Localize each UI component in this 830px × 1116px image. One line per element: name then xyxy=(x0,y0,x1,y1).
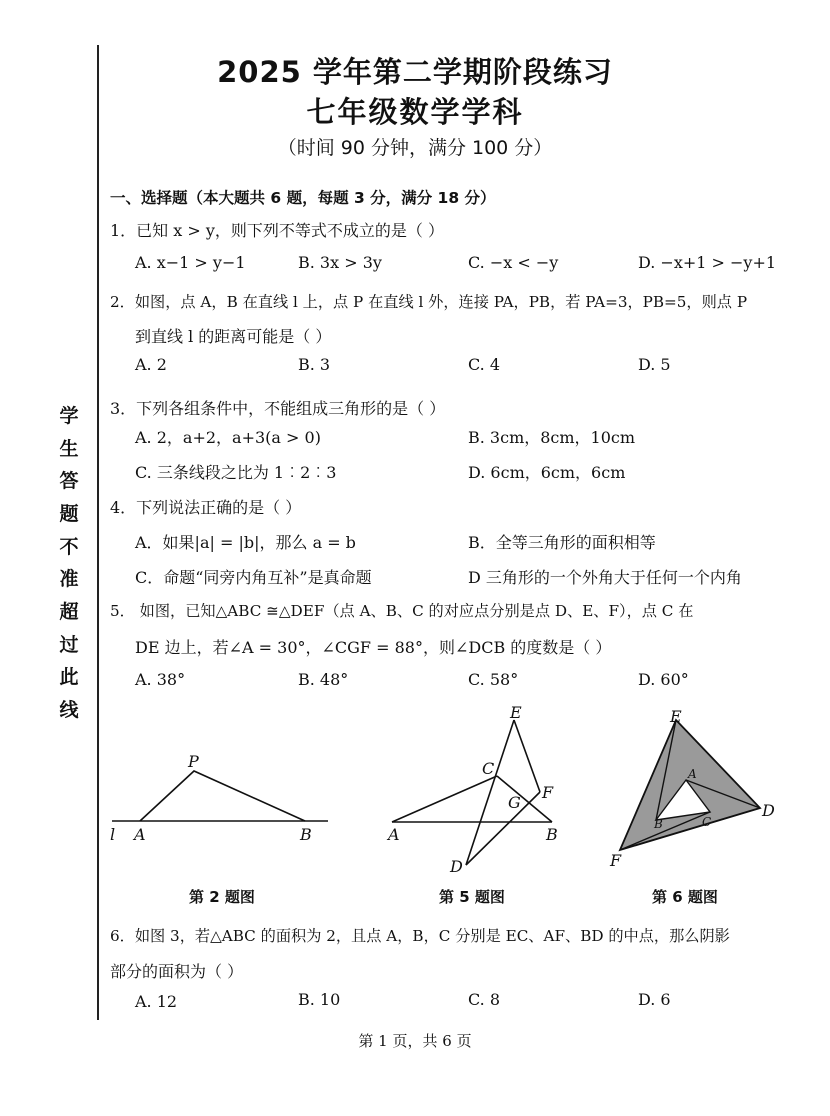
question-2-option-b[interactable]: B. 3 xyxy=(298,355,331,374)
label-b: B xyxy=(654,817,663,831)
binding-margin-line xyxy=(97,45,99,1020)
question-6-stem: 6．如图 3，若△ABC 的面积为 2，且点 A，B，C 分别是 EC、AF、BD 的中点，那么阴影 xyxy=(110,927,730,945)
question-5-option-d[interactable]: D. 60° xyxy=(638,670,689,689)
section-heading: 一、选择题（本大题共 6 题，每题 3 分，满分 18 分） xyxy=(110,189,496,207)
label-d: D xyxy=(450,857,463,876)
figure-5-caption: 第 5 题图 xyxy=(439,888,505,906)
question-5-option-b[interactable]: B. 48° xyxy=(298,670,349,689)
question-5-stem: 5． 如图，已知△ABC ≅△DEF（点 A、B、C 的对应点分别是点 D、E、F），点 C 在 xyxy=(110,602,694,620)
figure-5 xyxy=(380,700,570,880)
label-a: A xyxy=(688,767,697,781)
segment-ef xyxy=(514,720,540,792)
label-a: A xyxy=(134,825,146,844)
question-5-stem-cont: DE 边上，若∠A = 30°，∠CGF = 88°，则∠DCB 的度数是（ ） xyxy=(135,638,612,657)
segment-fd xyxy=(466,792,540,865)
question-5-option-a[interactable]: A. 38° xyxy=(135,670,186,689)
question-5-option-c[interactable]: C. 58° xyxy=(468,670,519,689)
margin-warning-text: 学生答题不准超过此线 xyxy=(59,405,79,722)
label-g: G xyxy=(508,793,521,812)
question-1-option-a[interactable]: A. x−1 > y−1 xyxy=(135,253,246,272)
question-3-option-d[interactable]: D. 6cm，6cm，6cm xyxy=(468,463,626,482)
question-4-option-b[interactable]: B．全等三角形的面积相等 xyxy=(468,533,656,552)
page-number-footer: 第 1 页，共 6 页 xyxy=(358,1032,472,1050)
label-p: P xyxy=(188,752,199,771)
triangle-pab xyxy=(140,771,305,821)
label-b: B xyxy=(300,825,312,844)
question-4-option-d[interactable]: D 三角形的一个外角大于任何一个内角 xyxy=(468,568,742,587)
exam-title: 2025 学年第二学期阶段练习 xyxy=(217,55,613,89)
question-3-stem: 3．下列各组条件中，不能组成三角形的是（ ） xyxy=(110,399,446,418)
question-6-option-c[interactable]: C. 8 xyxy=(468,990,501,1009)
question-3-option-a[interactable]: A. 2，a+2，a+3(a > 0) xyxy=(135,428,321,447)
figure-6-caption: 第 6 题图 xyxy=(652,888,718,906)
label-b: B xyxy=(546,825,558,844)
question-3-option-b[interactable]: B. 3cm，8cm，10cm xyxy=(468,428,636,447)
question-2-option-c[interactable]: C. 4 xyxy=(468,355,501,374)
question-6-option-b[interactable]: B. 10 xyxy=(298,990,341,1009)
figure-6 xyxy=(600,700,790,880)
question-6-stem-cont: 部分的面积为（ ） xyxy=(110,962,244,981)
question-2-option-a[interactable]: A. 2 xyxy=(135,355,167,374)
question-4-option-c[interactable]: C．命题“同旁内角互补”是真命题 xyxy=(135,568,372,587)
question-3-option-c[interactable]: C. 三条线段之比为 1︰2︰3 xyxy=(135,463,337,482)
question-2-option-d[interactable]: D. 5 xyxy=(638,355,671,374)
label-l: l xyxy=(110,825,116,844)
figure-2-caption: 第 2 题图 xyxy=(189,888,255,906)
question-2-stem: 2．如图，点 A，B 在直线 l 上，点 P 在直线 l 外，连接 PA，PB，若 PA=3，PB=5，则点 P xyxy=(110,293,748,311)
question-4-option-a[interactable]: A．如果|a| = |b|，那么 a = b xyxy=(135,533,356,552)
segment-ed xyxy=(466,720,514,865)
exam-subject: 七年级数学学科 xyxy=(306,95,524,129)
exam-time-info: （时间 90 分钟，满分 100 分） xyxy=(277,137,553,159)
question-6-option-a[interactable]: A. 12 xyxy=(135,992,178,1011)
label-e: E xyxy=(670,707,682,726)
question-6-option-d[interactable]: D. 6 xyxy=(638,990,671,1009)
question-1-option-d[interactable]: D. −x+1 > −y+1 xyxy=(638,253,777,272)
question-1-stem: 1．已知 x > y，则下列不等式不成立的是（ ） xyxy=(110,221,444,240)
question-1-option-c[interactable]: C. −x < −y xyxy=(468,253,559,272)
segment-ac xyxy=(392,776,497,822)
label-c: C xyxy=(702,815,712,829)
question-2-stem-cont: 到直线 l 的距离可能是（ ） xyxy=(135,327,332,346)
label-f: F xyxy=(610,851,622,870)
question-4-stem: 4．下列说法正确的是（ ） xyxy=(110,498,302,517)
question-1-option-b[interactable]: B. 3x > 3y xyxy=(298,253,382,272)
label-c: C xyxy=(482,759,495,778)
label-f: F xyxy=(542,783,554,802)
label-d: D xyxy=(762,801,775,820)
label-e: E xyxy=(510,703,522,722)
figure-2 xyxy=(100,745,340,845)
label-a: A xyxy=(388,825,400,844)
